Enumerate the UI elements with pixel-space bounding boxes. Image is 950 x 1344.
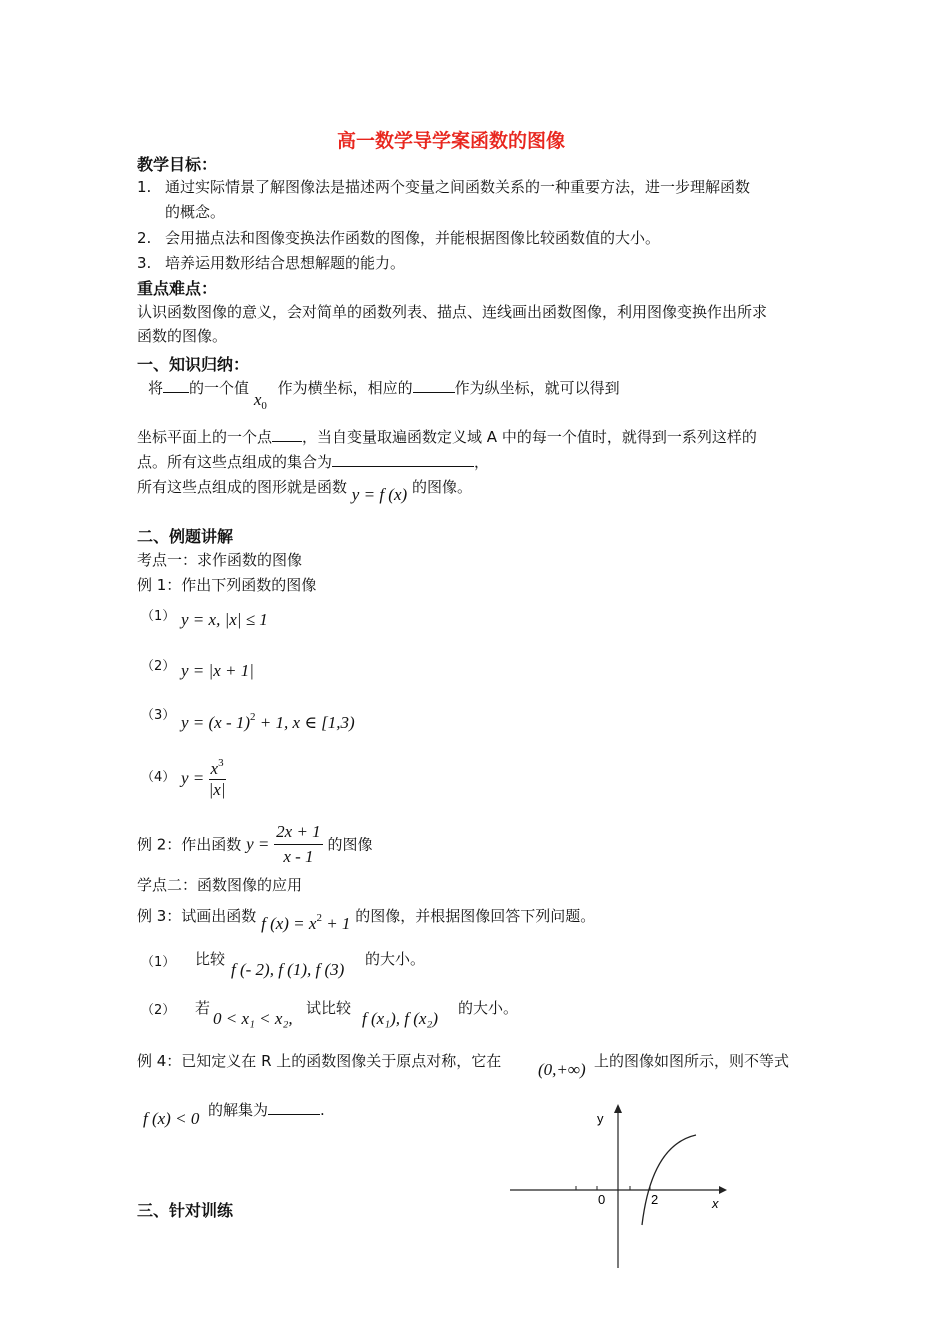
fill-blank[interactable] xyxy=(163,376,189,393)
example-3-q1-index: （1） xyxy=(141,955,176,970)
keypoints-heading: 重点难点： xyxy=(137,279,218,298)
knowledge-line-4 xyxy=(137,475,472,504)
example-3-q2-mid: 试比较 xyxy=(306,999,352,1017)
example-1-title: 例 1：作出下列函数的图像 xyxy=(137,576,317,594)
example-4-line-2 xyxy=(208,1098,325,1122)
example-3-q2-cond: 0 < x₁ < x₂, xyxy=(213,1009,293,1028)
fraction-numerator xyxy=(209,757,226,780)
text-segment: 例 4：已知定义在 R 上的函数图像关于原点对称，它在 xyxy=(137,1052,502,1070)
fill-blank[interactable] xyxy=(272,425,302,442)
example-1-expr: y = x, |x| ≤ 1 xyxy=(181,610,268,629)
text-segment: 作为横坐标，相应的 xyxy=(277,379,413,397)
text-segment: 的一个值 xyxy=(189,379,250,397)
fraction xyxy=(274,820,323,869)
example-3-q2-post: 的大小。 xyxy=(458,999,519,1017)
knowledge-line-1 xyxy=(148,376,620,412)
expr-lhs: y = xyxy=(246,834,270,854)
example-3-expr xyxy=(261,914,350,933)
text-segment: 点。所有这些点组成的集合为 xyxy=(137,453,333,471)
text-segment: 将 xyxy=(148,379,164,397)
y-axis-arrow xyxy=(614,1104,622,1113)
expr-lhs: y = xyxy=(181,768,205,788)
fraction xyxy=(209,757,226,800)
example-3-q1 xyxy=(195,947,225,971)
expr-part: f (x) = x xyxy=(261,914,317,933)
example-4-line-1-end: 上的图像如图所示，则不等式 xyxy=(594,1052,790,1070)
kaodian-1: 考点一：求作函数的图像 xyxy=(137,551,303,569)
example-1-expr xyxy=(181,757,226,800)
expr-part: + 1, x ∈ [1,3) xyxy=(255,713,355,732)
text-segment: 的图像，并根据图像回答下列问题。 xyxy=(355,907,596,925)
example-1-index: （3） xyxy=(141,708,176,723)
objective-number: 2. xyxy=(137,229,152,247)
text-segment: ， xyxy=(474,453,490,471)
example-2 xyxy=(137,820,372,869)
function-expression: y = f (x) xyxy=(351,485,408,504)
text-segment: 所有这些点组成的图形就是函数 xyxy=(137,478,348,496)
objective-number: 1. xyxy=(137,178,152,196)
section1-heading: 一、知识归纳： xyxy=(137,355,250,374)
objectives-heading: 教学目标： xyxy=(137,155,218,174)
text-segment: 作为纵坐标，就可以得到 xyxy=(454,379,620,397)
fraction-numerator: 2x + 1 xyxy=(274,820,323,845)
example-1-index: （2） xyxy=(141,659,176,674)
text-segment: 例 3：试画出函数 xyxy=(137,907,257,925)
example-1-expr xyxy=(181,711,355,733)
numerator-base: x xyxy=(210,759,219,778)
text-segment: 例 2：作出函数 xyxy=(137,835,242,854)
x-axis-label: x xyxy=(712,1196,719,1211)
knowledge-line-2 xyxy=(137,425,757,449)
example-3-q1-expr: f (- 2), f (1), f (3) xyxy=(231,960,345,979)
fraction-denominator: x - 1 xyxy=(283,847,314,866)
x0-base: x xyxy=(253,390,262,409)
objective-text: 培养运用数形结合思想解题的能力。 xyxy=(165,254,406,272)
expr-superscript: 2 xyxy=(316,912,322,924)
x-axis-arrow xyxy=(719,1186,727,1194)
example-1-index: （1） xyxy=(141,609,176,624)
x0-subscript: 0 xyxy=(261,400,267,412)
kaodian-2: 学点二：函数图像的应用 xyxy=(137,876,303,894)
numerator-superscript: 3 xyxy=(218,757,224,769)
tick-label-2: 2 xyxy=(651,1192,659,1207)
expr-part: y = (x - 1) xyxy=(181,713,251,732)
objective-text: 通过实际情景了解图像法是描述两个变量之间函数关系的一种重要方法，进一步理解函数 xyxy=(165,178,751,196)
function-curve xyxy=(642,1135,696,1225)
section3-heading: 三、针对训练 xyxy=(137,1201,234,1220)
example-3-q1-post: 的大小。 xyxy=(365,950,426,968)
text-segment: . xyxy=(320,1101,325,1119)
fill-blank[interactable] xyxy=(413,376,455,393)
example-4-inequality: f (x) < 0 xyxy=(143,1109,200,1128)
page-title: 高一数学导学案函数的图像 xyxy=(337,130,566,152)
answer-blank[interactable] xyxy=(268,1098,320,1115)
origin-label: 0 xyxy=(598,1192,606,1207)
text-segment: 的解集为 xyxy=(208,1101,269,1119)
example-3-q2-expr: f (x₁), f (x₂) xyxy=(362,1009,439,1028)
text-segment: 比较 xyxy=(195,950,226,968)
y-axis-label: y xyxy=(597,1111,604,1126)
objective-item-2 xyxy=(137,226,660,250)
expr-part: + 1 xyxy=(321,914,351,933)
example-1-index: （4） xyxy=(141,770,176,785)
x0-symbol xyxy=(253,390,267,412)
knowledge-line-3 xyxy=(137,450,489,474)
fraction-denominator: |x| xyxy=(208,780,226,799)
keypoints-line-2: 函数的图像。 xyxy=(137,327,228,345)
example-4-graph xyxy=(505,1100,735,1270)
objective-text: 会用描点法和图像变换法作函数的图像，并能根据图像比较函数值的大小。 xyxy=(165,229,661,247)
objective-number: 3. xyxy=(137,254,152,272)
text-segment: ，当自变量取遍函数定义域 A 中的每一个值时，就得到一系列这样的 xyxy=(302,428,757,446)
objective-item-3 xyxy=(137,251,405,275)
text-segment: 的图像 xyxy=(327,835,373,854)
example-3-q2-pre: 若 xyxy=(195,999,211,1017)
text-segment: 坐标平面上的一个点 xyxy=(137,428,273,446)
expr-superscript: 2 xyxy=(250,711,256,723)
section2-heading: 二、例题讲解 xyxy=(137,527,234,546)
example-3-q2-index: （2） xyxy=(141,1003,176,1018)
keypoints-line-1: 认识函数图像的意义，会对简单的函数列表、描点、连线画出函数图像，利用图像变换作出所求 xyxy=(137,303,768,321)
example-4-line-1 xyxy=(137,1049,501,1073)
text-segment: 的图像。 xyxy=(411,478,472,496)
fill-blank[interactable] xyxy=(332,450,474,467)
objective-item-1 xyxy=(137,175,750,199)
example-3 xyxy=(137,898,596,933)
example-4-interval: (0,+∞) xyxy=(538,1060,586,1079)
example-1-expr: y = |x + 1| xyxy=(181,661,254,680)
objective-item-1-cont: 的概念。 xyxy=(165,203,226,221)
